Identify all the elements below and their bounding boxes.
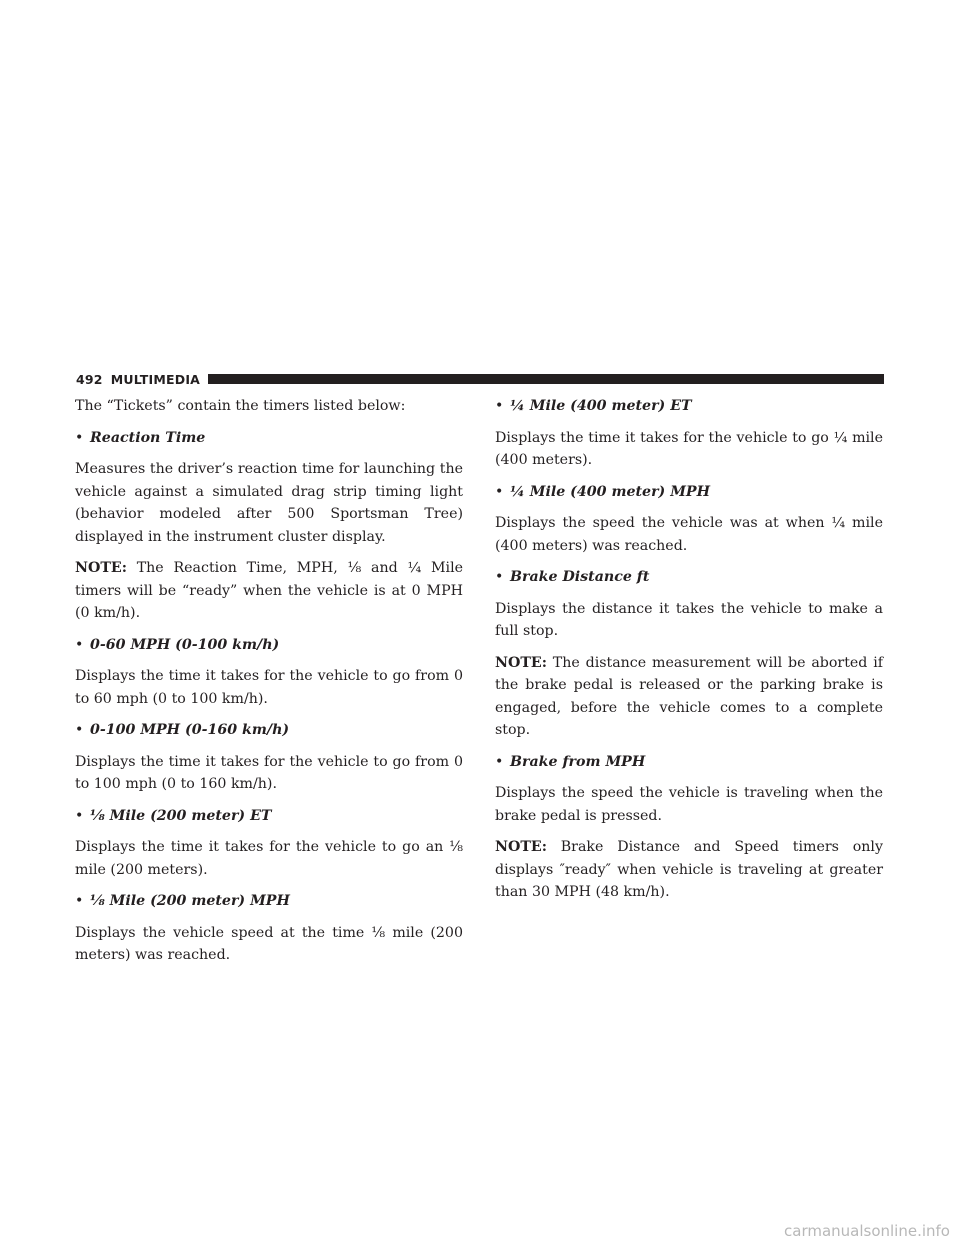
bullet-quarter-mile-mph — [495, 481, 883, 504]
note-text: The Reaction Time, MPH, ⅛ and ¼ Mile timers will be “ready” when the vehicle is at 0 MPH (0 km/h). — [75, 560, 463, 621]
note-label: NOTE: — [75, 560, 127, 576]
eighth-mile-et-description: Displays the time it takes for the vehicle to go an ⅛ mile (200 meters). — [75, 839, 463, 878]
right-column — [495, 395, 883, 913]
brake-distance-description: Displays the distance it takes the vehicle to make a full stop. — [495, 600, 883, 639]
0-100-description: Displays the time it takes for the vehicle to go from 0 to 100 mph (0 to 160 km/h). — [75, 753, 463, 792]
bullet-0-60 — [75, 634, 463, 657]
bullet-title: Brake Distance ft — [510, 569, 650, 585]
bullet-icon: • — [495, 569, 504, 585]
note-text: Brake Distance and Speed timers only displays ″ready″ when vehicle is traveling at greater than 30 MPH (48 km/h). — [495, 839, 883, 900]
bullet-icon: • — [495, 483, 504, 500]
note-label: NOTE: — [495, 654, 547, 671]
bullet-reaction-time — [75, 427, 463, 450]
bullet-title: ⅛ Mile (200 meter) ET — [90, 807, 272, 824]
note-label: NOTE: — [495, 839, 547, 855]
bullet-title: 0-100 MPH (0-160 km/h) — [90, 722, 290, 738]
quarter-mile-et-description: Displays the time it takes for the vehicle to go ¼ mile (400 meters). — [495, 429, 883, 468]
eighth-mile-mph-description: Displays the vehicle speed at the time ⅛ mile (200 meters) was reached. — [75, 924, 463, 963]
site-watermark: carmanualsonline.info — [784, 1222, 950, 1240]
bullet-quarter-mile-et — [495, 395, 883, 418]
section-title: MULTIMEDIA — [110, 371, 201, 387]
note-speed-timers — [495, 836, 883, 904]
bullet-brake-from-mph — [495, 751, 883, 774]
0-60-description: Displays the time it takes for the vehicle to go from 0 to 60 mph (0 to 100 km/h). — [75, 668, 463, 707]
bullet-icon: • — [75, 893, 84, 909]
bullet-icon: • — [495, 398, 504, 414]
note-brake-distance — [495, 652, 883, 742]
reaction-time-description: Measures the driver’s reaction time for launching the vehicle against a simulated drag strip timing light (behavior modeled after 500 Sportsman Tree) displayed in the instrument cluster display. — [75, 461, 463, 545]
bullet-title: ⅛ Mile (200 meter) MPH — [90, 893, 290, 909]
bullet-icon: • — [75, 429, 84, 446]
bullet-eighth-mile-mph — [75, 890, 463, 913]
bullet-title: 0-60 MPH (0-100 km/h) — [90, 636, 280, 653]
left-column — [75, 395, 463, 976]
header-rule — [208, 374, 884, 384]
bullet-icon: • — [75, 722, 84, 738]
bullet-icon: • — [495, 753, 504, 770]
bullet-title: ¼ Mile (400 meter) MPH — [510, 483, 710, 500]
intro-paragraph: The “Tickets” contain the timers listed below: — [75, 398, 406, 414]
bullet-brake-distance — [495, 566, 883, 589]
note-reaction-ready — [75, 557, 463, 625]
brake-from-mph-description: Displays the speed the vehicle is traveling when the brake pedal is pressed. — [495, 785, 883, 824]
bullet-icon: • — [75, 807, 84, 824]
bullet-icon: • — [75, 636, 84, 653]
page-header — [76, 371, 884, 387]
bullet-0-100 — [75, 719, 463, 742]
page-number: 492 — [76, 371, 103, 387]
bullet-eighth-mile-et — [75, 805, 463, 828]
quarter-mile-mph-description: Displays the speed the vehicle was at when ¼ mile (400 meters) was reached. — [495, 515, 883, 554]
bullet-title: Brake from MPH — [510, 753, 646, 770]
bullet-title: ¼ Mile (400 meter) ET — [510, 398, 692, 414]
note-text: The distance measurement will be aborted if the brake pedal is released or the parking brake is engaged, before the vehicle comes to a complete stop. — [495, 654, 883, 738]
bullet-title: Reaction Time — [90, 429, 206, 446]
